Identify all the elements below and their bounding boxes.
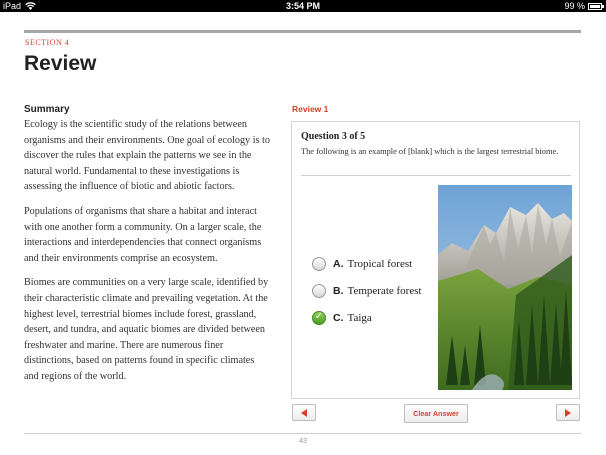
answer-list [312,250,422,331]
page-number: 43 [299,438,307,445]
answer-option-a[interactable] [312,250,422,277]
arrow-left-icon [301,409,307,417]
battery-percent: 99 % [564,1,585,11]
answer-letter: A. [333,257,344,270]
radio-button[interactable] [312,257,326,271]
summary-heading: Summary [24,104,70,115]
taiga-photo [438,185,572,390]
question-text: The following is an example of [blank] which is the largest terrestrial biome. [301,147,559,156]
section-label: SECTION 4 [25,38,70,47]
answer-text: Temperate forest [347,284,422,297]
radio-button[interactable] [312,284,326,298]
bottom-divider [24,433,581,434]
page-title: Review [24,52,97,75]
status-time: 3:54 PM [285,1,320,11]
summary-paragraph: Populations of organisms that share a habitat and interact with one another form a community. On a larger scale, the interactions and interdependencies that connect organisms and their environments comprise an ecosystem. [24,205,262,264]
clear-answer-button[interactable]: Clear Answer [404,404,468,423]
device-name: iPad [3,1,22,11]
answer-option-b[interactable] [312,277,422,304]
battery-icon [588,3,602,10]
question-divider [301,175,571,176]
answer-option-c[interactable] [312,304,422,331]
answer-text: Taiga [347,311,372,324]
status-right [564,0,602,12]
summary-column [24,104,270,394]
status-bar [0,0,606,12]
answer-text: Tropical forest [347,257,413,270]
question-card [291,121,580,399]
top-divider [24,30,581,33]
radio-button-checked[interactable] [312,311,326,325]
answer-letter: B. [333,284,344,297]
summary-paragraph: Ecology is the scientific study of the relations between organisms and their environments. One goal of ecology is to discover the rules that explain the patterns we see in the natural world. Fundamental to these investigations is assessing the influence of biotic and abiotic factors. [24,119,270,193]
question-number: Question 3 of 5 [301,131,366,142]
review-label: Review 1 [292,104,329,114]
arrow-right-icon [565,409,571,417]
previous-button[interactable] [292,404,316,421]
next-button[interactable] [556,404,580,421]
answer-letter: C. [333,311,344,324]
summary-paragraph: Biomes are communities on a very large scale, identified by their characteristic climate and prevailing vegetation. At the highest level, terrestrial biomes include forest, grassland, desert, and tundra, and aquatic biomes are divided between freshwater and marine. There are numerous finer distinctions, based on patterns found in specific climates and regions of the world. [24,277,269,382]
